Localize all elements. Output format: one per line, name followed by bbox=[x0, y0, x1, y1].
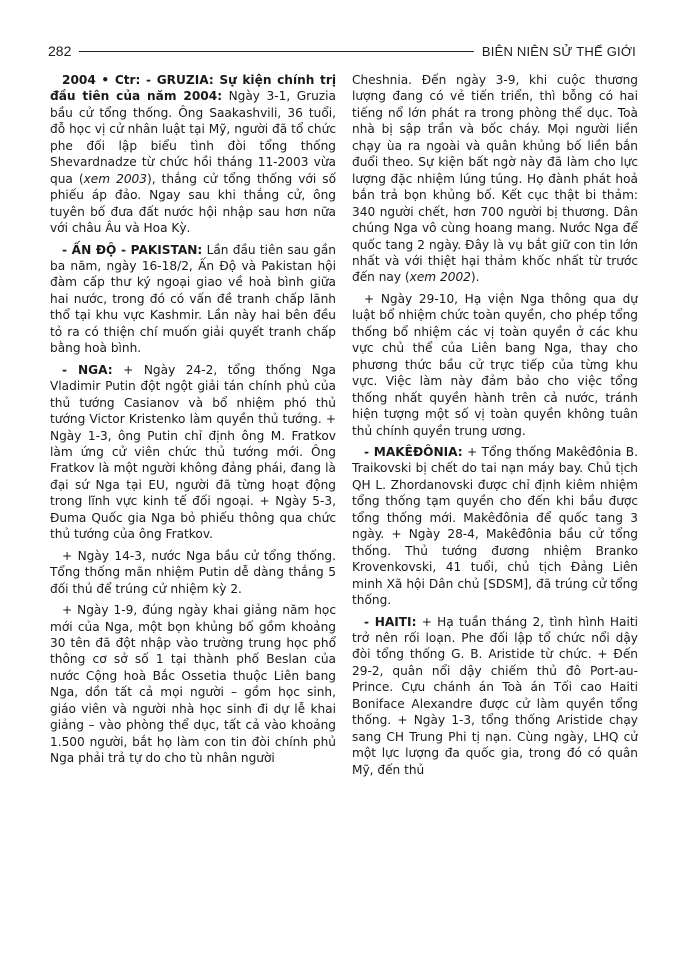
entry-haiti-text: + Hạ tuần tháng 2, tình hình Haiti trở nên rối loạn. Phe đối lập tổ chức nổi dậy đòi tổng thống G. B. Aristide từ chức. + Đến 29-2, quân nổi dậy chiếm thủ đô Port-au-Prince. Cựu chánh án Toà án Tối cao Haiti Boniface Alexandre được cử làm quyền tổng thống. + Ngày 1-3, tổng thống Aristide chạy sang CH Trung Phi tị nạn. Cùng ngày, LHQ cử một lực lượng đa quốc gia, trong đó có quân Mỹ, đến thủ bbox=[352, 614, 638, 777]
entry-nga-text: + Ngày 24-2, tổng thống Nga Vladimir Putin đột ngột giải tán chính phủ của thủ tướng Casianov và bổ nhiệm phó thủ tướng Victor Kristenko làm quyền thủ tướng. + Ngày 1-3, ông Putin chỉ định ông M. Fratkov làm ứng cử viên chức thủ tướng mới. Ông Fratkov là một người không đảng phái, đang là đại sứ Nga tại EU, người đã từng hoạt động trong lĩnh vực kinh tế đối ngoại. + Ngày 5-3, Đuma Quốc gia Nga bỏ phiếu thông qua chức thủ tướng của ông Fratkov. bbox=[50, 362, 336, 542]
running-title: BIÊN NIÊN SỬ THẾ GIỚI bbox=[481, 43, 636, 59]
entry-gruzia-text-1: Ngày 3-1, Gruzia bầu cử tổng thống. Ông Saakashvili, 36 tuổi, đỗ học vị cử nhân luật tại Mỹ, người đã tổ chức phe đối lập biểu tình đòi tổng thống Shevardnadze từ chức hồi tháng 11-2003 vừa qua ( bbox=[50, 89, 336, 186]
entry-nga-lead: - NGA: bbox=[62, 362, 113, 377]
entry-an-do-text: Lần đầu tiên sau gần ba năm, ngày 16-18/2, Ấn Độ và Pakistan hội đàm cấp thư ký ngoại giao về hoà bình giữa hai nước, trong đó có vấn đề tranh chấp lãnh thổ tại khu vực Kashmir. Lần này hai bên đều tỏ ra có thiện chí muốn giải quyết tranh chấp bằng hoà bình. bbox=[50, 242, 336, 356]
entry-nga-law: + Ngày 29-10, Hạ viện Nga thông qua dự luật bổ nhiệm chức toàn quyền, cho phép tổng thống bổ nhiệm các vị toàn quyền ở các khu vực chủ thể của Liên bang Nga, thay cho phương thức bầu cử trực tiếp của từng khu vực. Việc làm này đảm bảo cho việc tổng thống nhất quyền hành trên cả nước, tránh hiện tượng một số vị toàn quyền không tuân thủ chính quyền trung ương. bbox=[352, 291, 638, 438]
entry-beslan-reference: xem 2002 bbox=[409, 270, 471, 285]
entry-makedonia-text: + Tổng thống Makêđônia B. Traikovski bị chết do tai nạn máy bay. Chủ tịch QH L. Zhordanovski được chỉ định kiêm nhiệm tổng thống tạm quyền cho đến khi bầu được tổng thống mới. Makêđônia để quốc tang 3 ngày. + Ngày 28-4, Makêđônia bầu cử tổng thống. Thủ tướng đương nhiệm Branko Krovenkovski, 41 tuổi, chủ tịch Đảng Liên minh Xã hội Dân chủ [SDSM], đã trúng cử tổng thống. bbox=[352, 444, 638, 608]
entry-nga bbox=[50, 362, 336, 543]
entry-gruzia-reference: xem 2003 bbox=[83, 171, 148, 186]
entry-gruzia bbox=[50, 72, 336, 237]
page-header bbox=[48, 40, 636, 62]
entry-haiti bbox=[352, 614, 638, 779]
entry-makedonia bbox=[352, 444, 638, 609]
entry-beslan-cont-text-1: Cheshnia. Đến ngày 3-9, khi cuộc thương lượng đang có vẻ tiến triển, thì bỗng có hai tiếng nổ lớn phát ra trong phòng thể dục. Toà nhà bị sập trần và bốc cháy. Mọi người liền chạy ùa ra ngoài và quân khủng bố liền bắn đuổi theo. Sự kiện bất ngờ này đã làm cho lực lượng đặc nhiệm lúng túng. Họ đành phát hoả bắn trả bọn khủng bố. Kết cục thật bi thảm: 340 người chết, hơn 700 người bị thương. Dân chúng Nga vô cùng hoang mang. Nước Nga để quốc tang 2 ngày. Đây là vụ bắt giữ con tin lớn nhất và với thiệt hại thảm khốc nhất từ trước đến nay ( bbox=[352, 73, 638, 285]
entry-gruzia-lead: 2004 • Ctr: - GRUZIA: Sự kiện chính trị đầu tiên của năm 2004: bbox=[50, 73, 336, 104]
entry-gruzia-text-2: ), thắng cử tổng thống với số phiếu áp đảo. Ngay sau khi thắng cử, ông tuyên bố đưa đất nước hội nhập sau hơn nữa với châu Âu và Hoa Kỳ. bbox=[50, 171, 336, 236]
entry-haiti-lead: - HAITI: bbox=[364, 614, 417, 629]
entry-nga-election: + Ngày 14-3, nước Nga bầu cử tổng thống. Tổng thống mãn nhiệm Putin dễ dàng thắng 5 đối thủ để trúng cử nhiệm kỳ 2. bbox=[50, 548, 336, 596]
entry-beslan-cont-text-2: ). bbox=[470, 270, 480, 285]
entry-an-do-lead: - ẤN ĐỘ - PAKISTAN: bbox=[62, 242, 203, 257]
header-rule bbox=[79, 51, 474, 52]
entry-an-do-pakistan bbox=[50, 242, 336, 357]
right-column bbox=[352, 72, 638, 950]
left-column bbox=[50, 72, 336, 950]
page-number: 282 bbox=[48, 43, 72, 59]
entry-makedonia-lead: - MAKÊĐÔNIA: bbox=[364, 444, 463, 459]
text-columns bbox=[50, 72, 638, 950]
entry-beslan: + Ngày 1-9, đúng ngày khai giảng năm học mới của Nga, một bọn khủng bố gồm khoảng 30 tên đã đột nhập vào trường trung học phổ thông cơ sở số 1 tại thành phố Beslan của nước Cộng hoà Bắc Ossetia thuộc Liên bang Nga, dồn tất cả mọi người – gồm học sinh, giáo viên và người nhà học sinh đi dự lễ khai giảng – vào phòng thể dục, tất cả vào khoảng 1.500 người, bắt họ làm con tin đòi chính phủ Nga phải trả tự do cho tù nhân người bbox=[50, 603, 336, 766]
entry-beslan-continued bbox=[352, 72, 638, 286]
